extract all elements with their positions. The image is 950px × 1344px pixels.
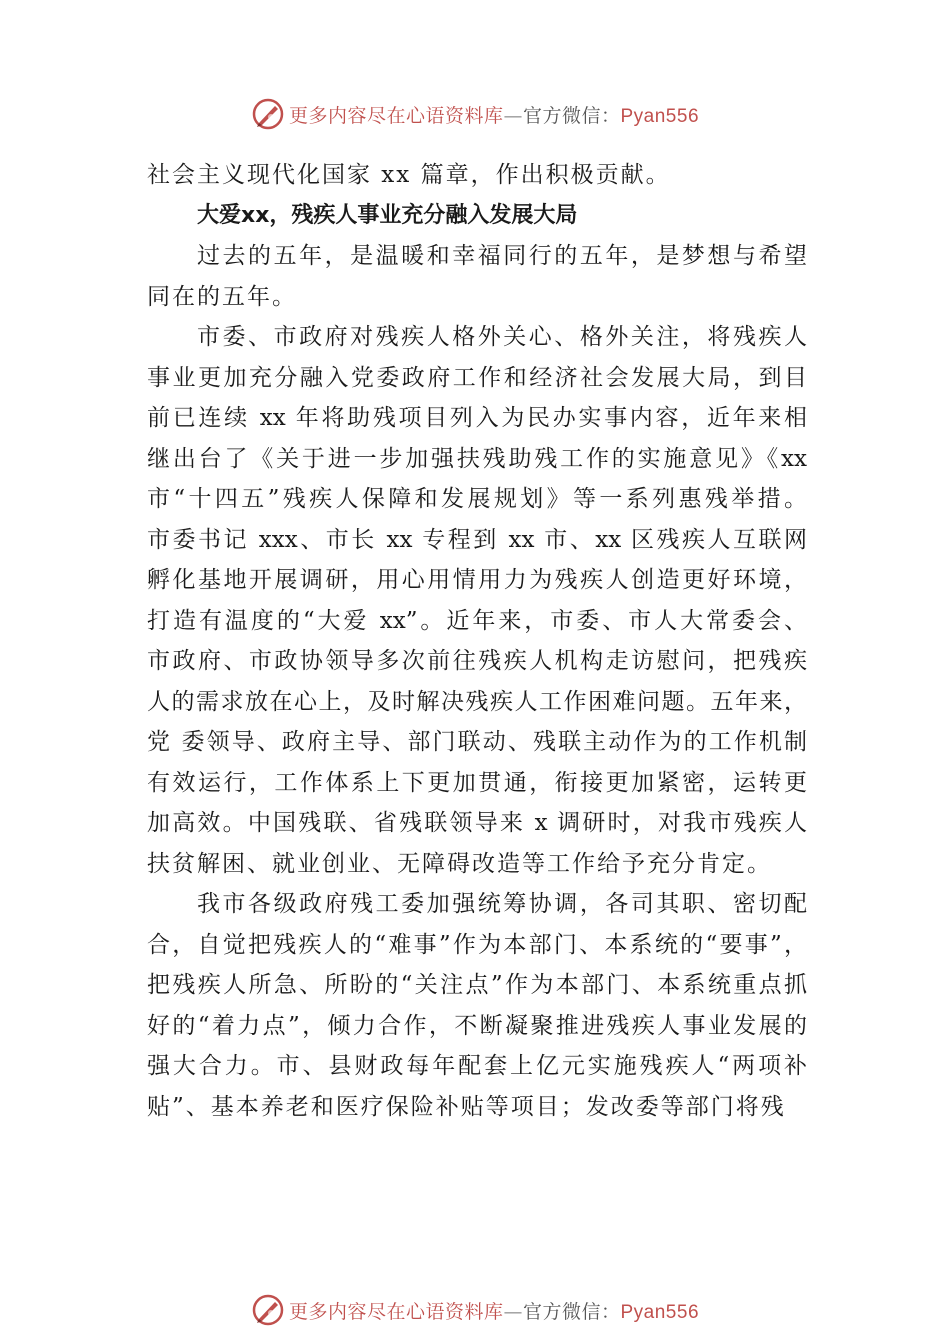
document-body (147, 155, 807, 1127)
paragraph-line: 市委、市政府对残疾人格外关心、格外关注，将残疾人 (197, 324, 807, 350)
header-text (289, 101, 699, 128)
header-banner (0, 94, 950, 134)
footer-dash: — (503, 1300, 523, 1323)
paragraph-line: 继出台了《关于进一步加强扶残助残工作的实施意见》《xx (147, 445, 807, 472)
footer-wechat-label: 官方微信： (522, 1300, 621, 1323)
paragraph-line: 有效运行，工作体系上下更加贯通，衔接更加紧密，运转更 (147, 769, 807, 796)
header-wechat-label: 官方微信： (522, 104, 621, 127)
section-heading: 大爱xx，残疾人事业充分融入发展大局 (197, 202, 578, 228)
footer-account: Pyan556 (620, 1301, 700, 1323)
header-account: Pyan556 (620, 105, 700, 127)
paragraph-line: 市委书记 xxx、市长 xx 专程到 xx 市、xx 区残疾人互联网 (147, 526, 807, 553)
paragraph-line: 贴”、基本养老和医疗保险补贴等项目；发改委等部门将残 (147, 1093, 786, 1120)
paragraph-line: 合，自觉把残疾人的“难事”作为本部门、本系统的“要事”， (147, 931, 807, 958)
paragraph-line: 加高效。中国残联、省残联领导来 x 调研时，对我市残疾人 (147, 810, 807, 836)
paragraph-line: 市“十四五”残疾人保障和发展规划》等一系列惠残举措。 (147, 486, 807, 512)
paragraph-line: 市政府、市政协领导多次前往残疾人机构走访慰问，把残疾 (147, 648, 807, 674)
paragraph-line: 社会主义现代化国家 xx 篇章，作出积极贡献。 (147, 162, 671, 188)
paragraph-line: 人的需求放在心上，及时解决残疾人工作困难问题。五年来， (147, 688, 807, 715)
paragraph-line: 我市各级政府残工委加强统筹协调，各司其职、密切配 (197, 891, 807, 917)
paragraph-line: 好的“着力点”，倾力合作，不断凝聚推进残疾人事业发展的 (147, 1012, 807, 1039)
paragraph-line: 前已连续 xx 年将助残项目列入为民办实事内容，近年来相 (147, 405, 807, 431)
paragraph-line: 扶贫解困、就业创业、无障碍改造等工作给予充分肯定。 (147, 850, 772, 877)
pen-circle-logo-icon (251, 1293, 285, 1327)
footer-banner (0, 1290, 950, 1330)
paragraph-line: 把残疾人所急、所盼的“关注点”作为本部门、本系统重点抓 (147, 972, 807, 998)
paragraph-line: 强大合力。市、县财政每年配套上亿元实施残疾人“两项补 (147, 1053, 807, 1079)
paragraph-line: 同在的五年。 (147, 283, 297, 310)
paragraph-line: 打造有温度的“大爱 xx”。近年来，市委、市人大常委会、 (147, 607, 807, 634)
header-dash: — (503, 104, 523, 127)
footer-brand: 更多内容尽在心语资料库 (288, 1300, 504, 1323)
paragraph-line: 事业更加充分融入党委政府工作和经济社会发展大局，到目 (147, 364, 807, 391)
paragraph-line: 党 委领导、政府主导、部门联动、残联主动作为的工作机制 (147, 729, 807, 755)
paragraph-line: 过去的五年，是温暖和幸福同行的五年，是梦想与希望 (197, 243, 807, 269)
header-brand: 更多内容尽在心语资料库 (288, 104, 504, 127)
pen-circle-logo-icon (251, 97, 285, 131)
paragraph-line: 孵化基地开展调研，用心用情用力为残疾人创造更好环境， (147, 567, 807, 593)
footer-text (289, 1297, 699, 1324)
